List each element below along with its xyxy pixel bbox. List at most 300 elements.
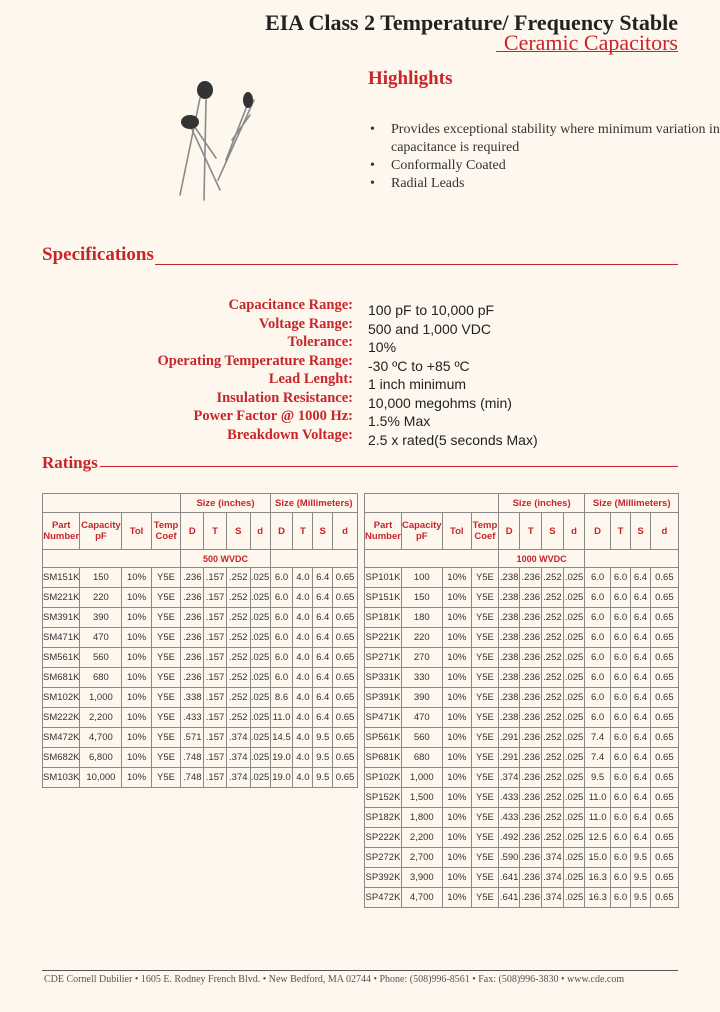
table-cell: SM103K bbox=[43, 768, 80, 788]
table-cell: SP101K bbox=[365, 568, 402, 588]
voltage-row bbox=[365, 550, 679, 568]
table-cell: 10% bbox=[122, 608, 151, 628]
table-cell: 6.4 bbox=[631, 648, 651, 668]
table-cell: 6.0 bbox=[610, 588, 630, 608]
table-cell: 100 bbox=[401, 568, 442, 588]
table-cell: .252 bbox=[542, 568, 564, 588]
table-cell: .025 bbox=[563, 628, 585, 648]
table-cell: .291 bbox=[498, 748, 520, 768]
voltage-spacer bbox=[270, 550, 357, 568]
table-cell: 11.0 bbox=[270, 708, 293, 728]
size-mm-header: Size (Millimeters) bbox=[270, 494, 357, 513]
footer-contact: CDE Cornell Dubilier • 1605 E. Rodney French Blvd. • New Bedford, MA 02744 • Phone: (508)996-8561 • Fax: (508)996-3830 • www.cde.com bbox=[44, 974, 625, 985]
table-cell: .025 bbox=[563, 688, 585, 708]
table-cell: .433 bbox=[498, 808, 520, 828]
table-cell: Y5E bbox=[472, 808, 499, 828]
table-row bbox=[43, 688, 358, 708]
table-row bbox=[365, 568, 679, 588]
table-cell: 6.4 bbox=[631, 588, 651, 608]
table-cell: 6.4 bbox=[631, 568, 651, 588]
header-text: Temp bbox=[472, 520, 498, 531]
table-cell: .025 bbox=[563, 728, 585, 748]
table-cell: 6.4 bbox=[631, 788, 651, 808]
spec-label: Operating Temperature Range: bbox=[157, 352, 353, 369]
table-row bbox=[365, 868, 679, 888]
spec-values bbox=[368, 301, 538, 449]
table-cell: Y5E bbox=[151, 688, 181, 708]
table-cell: 6.0 bbox=[270, 588, 293, 608]
table-cell: .374 bbox=[542, 868, 564, 888]
table-cell: 6.4 bbox=[313, 608, 333, 628]
table-cell: .748 bbox=[181, 748, 204, 768]
table-cell: .492 bbox=[498, 828, 520, 848]
table-cell: Y5E bbox=[472, 828, 499, 848]
table-cell: 6.0 bbox=[610, 628, 630, 648]
header-cell: D bbox=[585, 513, 610, 550]
table-cell: SP221K bbox=[365, 628, 402, 648]
header-text: Part bbox=[51, 520, 71, 531]
table-cell: SP561K bbox=[365, 728, 402, 748]
table-cell: 8.6 bbox=[270, 688, 293, 708]
table-cell: 9.5 bbox=[631, 888, 651, 908]
spec-value: 500 and 1,000 VDC bbox=[368, 320, 491, 337]
table-cell: 6.0 bbox=[585, 668, 610, 688]
table-cell: 0.65 bbox=[650, 668, 678, 688]
table-cell: .238 bbox=[498, 708, 520, 728]
table-cell: 680 bbox=[80, 668, 122, 688]
table-cell: 0.65 bbox=[650, 848, 678, 868]
table-cell: .025 bbox=[563, 788, 585, 808]
table-cell: 10% bbox=[442, 868, 471, 888]
table-cell: 6.0 bbox=[610, 608, 630, 628]
table-cell: Y5E bbox=[151, 628, 181, 648]
size-mm-header: Size (Millimeters) bbox=[585, 494, 679, 513]
table-cell: 0.65 bbox=[333, 768, 358, 788]
table-cell: .236 bbox=[520, 748, 542, 768]
spec-value: -30 ºC to +85 ºC bbox=[368, 357, 470, 374]
table-cell: 6.4 bbox=[313, 668, 333, 688]
header-row bbox=[365, 513, 679, 550]
table-cell: .590 bbox=[498, 848, 520, 868]
table-cell: SM681K bbox=[43, 668, 80, 688]
table-cell: 16.3 bbox=[585, 868, 610, 888]
spec-label: Insulation Resistance: bbox=[216, 389, 353, 406]
table-cell: 150 bbox=[401, 588, 442, 608]
table-cell: .252 bbox=[226, 628, 250, 648]
table-cell: .236 bbox=[520, 708, 542, 728]
table-cell: 9.5 bbox=[631, 868, 651, 888]
table-cell: 10% bbox=[122, 648, 151, 668]
table-cell: .641 bbox=[498, 888, 520, 908]
table-cell: 10% bbox=[122, 748, 151, 768]
header-text: Number bbox=[43, 531, 80, 542]
capacity-header bbox=[80, 513, 122, 550]
table-cell: 0.65 bbox=[650, 828, 678, 848]
table-row bbox=[365, 748, 679, 768]
header-cell: S bbox=[313, 513, 333, 550]
table-cell: 0.65 bbox=[650, 608, 678, 628]
table-cell: 0.65 bbox=[333, 728, 358, 748]
table-row bbox=[43, 608, 358, 628]
table-cell: 10% bbox=[442, 728, 471, 748]
table-cell: 10% bbox=[122, 728, 151, 748]
table-cell: Y5E bbox=[151, 668, 181, 688]
table-cell: 4.0 bbox=[293, 648, 313, 668]
table-cell: 7.4 bbox=[585, 748, 610, 768]
table-cell: 6.4 bbox=[631, 828, 651, 848]
table-cell: .025 bbox=[563, 828, 585, 848]
table-cell: 0.65 bbox=[333, 628, 358, 648]
ratings-heading: Ratings bbox=[42, 453, 98, 472]
table-cell: Y5E bbox=[151, 728, 181, 748]
table-cell: Y5E bbox=[151, 748, 181, 768]
header-row bbox=[365, 494, 679, 513]
table-cell: Y5E bbox=[151, 768, 181, 788]
highlights-heading: Highlights bbox=[368, 68, 453, 89]
table-cell: .238 bbox=[498, 668, 520, 688]
table-cell: Y5E bbox=[151, 608, 181, 628]
header-cell: D bbox=[498, 513, 520, 550]
specifications-divider bbox=[155, 264, 678, 265]
spec-label: Voltage Range: bbox=[258, 315, 353, 332]
table-cell: 4.0 bbox=[293, 568, 313, 588]
table-cell: 330 bbox=[401, 668, 442, 688]
header-cell: T bbox=[610, 513, 630, 550]
table-cell: .252 bbox=[542, 828, 564, 848]
table-row bbox=[365, 768, 679, 788]
header-cell: S bbox=[542, 513, 564, 550]
table-row bbox=[43, 748, 358, 768]
table-cell: SM561K bbox=[43, 648, 80, 668]
table-cell: .252 bbox=[226, 668, 250, 688]
voltage-spacer bbox=[585, 550, 679, 568]
table-cell: .252 bbox=[226, 688, 250, 708]
table-cell: .025 bbox=[563, 608, 585, 628]
list-item: • Provides exceptional stability where minimum variation in capacitance is required bbox=[370, 121, 720, 157]
spec-value: 1.5% Max bbox=[368, 413, 431, 429]
table-cell: .748 bbox=[181, 768, 204, 788]
table-cell: 4.0 bbox=[293, 608, 313, 628]
table-cell: 220 bbox=[80, 588, 122, 608]
table-cell: 6.0 bbox=[610, 668, 630, 688]
table-cell: .236 bbox=[181, 588, 204, 608]
header-cell: T bbox=[520, 513, 542, 550]
specifications-heading: Specifications bbox=[42, 244, 154, 265]
table-cell: SM221K bbox=[43, 588, 80, 608]
table-cell: Y5E bbox=[472, 728, 499, 748]
table-cell: 10,000 bbox=[80, 768, 122, 788]
table-cell: .157 bbox=[204, 608, 227, 628]
table-cell: .641 bbox=[498, 868, 520, 888]
table-cell: .236 bbox=[520, 568, 542, 588]
table-cell: 10% bbox=[442, 808, 471, 828]
table-cell: Y5E bbox=[472, 788, 499, 808]
table-cell: 12.5 bbox=[585, 828, 610, 848]
table-cell: 180 bbox=[401, 608, 442, 628]
table-cell: 4.0 bbox=[293, 748, 313, 768]
spec-value: 2.5 x rated(5 seconds Max) bbox=[368, 431, 538, 448]
table-cell: .236 bbox=[520, 848, 542, 868]
tolerance-header: Tol bbox=[122, 513, 151, 550]
table-cell: .236 bbox=[520, 648, 542, 668]
table-row bbox=[365, 608, 679, 628]
table-cell: Y5E bbox=[472, 868, 499, 888]
table-cell: .236 bbox=[520, 608, 542, 628]
header-cell bbox=[43, 494, 181, 513]
table-cell: .025 bbox=[563, 648, 585, 668]
table-cell: 6.4 bbox=[313, 708, 333, 728]
table-cell: .236 bbox=[181, 568, 204, 588]
table-cell: 10% bbox=[442, 608, 471, 628]
table-cell: SP271K bbox=[365, 648, 402, 668]
table-row bbox=[365, 828, 679, 848]
table-cell: 9.5 bbox=[313, 748, 333, 768]
table-cell: 6.0 bbox=[610, 888, 630, 908]
temp-coef-header bbox=[472, 513, 499, 550]
table-cell: Y5E bbox=[472, 568, 499, 588]
spec-value: 100 pF to 10,000 pF bbox=[368, 302, 495, 318]
table-cell: .236 bbox=[520, 768, 542, 788]
table-cell: .374 bbox=[226, 748, 250, 768]
voltage-label: 1000 WVDC bbox=[498, 550, 585, 568]
table-cell: .025 bbox=[250, 588, 270, 608]
table-cell: 4.0 bbox=[293, 688, 313, 708]
table-cell: 4.0 bbox=[293, 588, 313, 608]
table-cell: 10% bbox=[442, 708, 471, 728]
table-cell: .025 bbox=[250, 668, 270, 688]
table-cell: 0.65 bbox=[650, 648, 678, 668]
table-cell: 470 bbox=[80, 628, 122, 648]
table-cell: 10% bbox=[122, 588, 151, 608]
table-cell: 0.65 bbox=[333, 648, 358, 668]
table-row bbox=[365, 888, 679, 908]
table-cell: 6.0 bbox=[270, 608, 293, 628]
header-cell: S bbox=[226, 513, 250, 550]
table-cell: Y5E bbox=[472, 768, 499, 788]
table-cell: 6.0 bbox=[610, 768, 630, 788]
table-cell: 6.4 bbox=[631, 768, 651, 788]
table-cell: .252 bbox=[542, 648, 564, 668]
table-cell: 6.0 bbox=[610, 728, 630, 748]
table-cell: 6.0 bbox=[610, 648, 630, 668]
table-cell: .374 bbox=[226, 728, 250, 748]
table-row bbox=[365, 668, 679, 688]
table-cell: .236 bbox=[181, 628, 204, 648]
header-row bbox=[43, 494, 358, 513]
table-cell: .236 bbox=[181, 648, 204, 668]
header-cell: D bbox=[270, 513, 293, 550]
table-cell: .338 bbox=[181, 688, 204, 708]
table-cell: .236 bbox=[520, 868, 542, 888]
spec-labels bbox=[158, 296, 353, 444]
spec-label: Lead Lenght: bbox=[268, 371, 353, 387]
table-cell: SP272K bbox=[365, 848, 402, 868]
table-row bbox=[365, 628, 679, 648]
table-cell: .236 bbox=[520, 728, 542, 748]
table-cell: .252 bbox=[542, 628, 564, 648]
part-number-header bbox=[365, 513, 402, 550]
table-cell: 0.65 bbox=[650, 688, 678, 708]
voltage-spacer bbox=[365, 550, 499, 568]
table-cell: .238 bbox=[498, 568, 520, 588]
table-cell: .157 bbox=[204, 708, 227, 728]
table-cell: SP182K bbox=[365, 808, 402, 828]
table-cell: 10% bbox=[442, 588, 471, 608]
table-cell: 6.4 bbox=[631, 688, 651, 708]
table-cell: .374 bbox=[498, 768, 520, 788]
table-cell: 3,900 bbox=[401, 868, 442, 888]
table-cell: 6.4 bbox=[631, 708, 651, 728]
table-cell: 150 bbox=[80, 568, 122, 588]
table-cell: 2,700 bbox=[401, 848, 442, 868]
ratings-table-1000v bbox=[364, 493, 679, 908]
table-cell: .025 bbox=[250, 568, 270, 588]
table-cell: .157 bbox=[204, 748, 227, 768]
table-cell: 4.0 bbox=[293, 668, 313, 688]
table-cell: 6.4 bbox=[313, 648, 333, 668]
table-cell: 16.3 bbox=[585, 888, 610, 908]
table-row bbox=[43, 648, 358, 668]
table-cell: 0.65 bbox=[650, 568, 678, 588]
part-number-header bbox=[43, 513, 80, 550]
header-cell: D bbox=[181, 513, 204, 550]
table-cell: 6.0 bbox=[270, 648, 293, 668]
table-cell: 6.0 bbox=[585, 708, 610, 728]
table-cell: Y5E bbox=[151, 648, 181, 668]
table-cell: 0.65 bbox=[333, 688, 358, 708]
table-cell: Y5E bbox=[472, 608, 499, 628]
table-cell: SP391K bbox=[365, 688, 402, 708]
table-cell: 6,800 bbox=[80, 748, 122, 768]
table-row bbox=[365, 808, 679, 828]
table-cell: .236 bbox=[520, 808, 542, 828]
table-cell: .374 bbox=[226, 768, 250, 788]
table-cell: .157 bbox=[204, 588, 227, 608]
table-cell: .025 bbox=[250, 608, 270, 628]
table-cell: 4.0 bbox=[293, 728, 313, 748]
list-item: • Radial Leads bbox=[370, 175, 720, 193]
table-cell: .291 bbox=[498, 728, 520, 748]
table-cell: 0.65 bbox=[650, 868, 678, 888]
table-cell: 19.0 bbox=[270, 748, 293, 768]
table-row bbox=[365, 648, 679, 668]
table-cell: 1,800 bbox=[401, 808, 442, 828]
table-cell: SM222K bbox=[43, 708, 80, 728]
header-cell: T bbox=[293, 513, 313, 550]
table-cell: 6.0 bbox=[610, 748, 630, 768]
table-cell: 0.65 bbox=[333, 668, 358, 688]
header-text: Part bbox=[373, 520, 393, 531]
table-cell: 560 bbox=[80, 648, 122, 668]
table-cell: 4,700 bbox=[401, 888, 442, 908]
table-cell: 6.4 bbox=[631, 668, 651, 688]
table-body-1000v bbox=[365, 494, 679, 908]
table-cell: 0.65 bbox=[333, 708, 358, 728]
table-cell: 10% bbox=[442, 688, 471, 708]
header-cell: S bbox=[631, 513, 651, 550]
voltage-label: 500 WVDC bbox=[181, 550, 270, 568]
table-cell: SP102K bbox=[365, 768, 402, 788]
table-cell: 10% bbox=[122, 688, 151, 708]
table-cell: 6.4 bbox=[313, 588, 333, 608]
table-cell: Y5E bbox=[151, 588, 181, 608]
table-cell: Y5E bbox=[472, 708, 499, 728]
table-cell: 6.0 bbox=[585, 688, 610, 708]
table-cell: .157 bbox=[204, 668, 227, 688]
table-cell: Y5E bbox=[151, 568, 181, 588]
table-cell: 6.4 bbox=[631, 628, 651, 648]
table-cell: .025 bbox=[250, 728, 270, 748]
table-cell: Y5E bbox=[472, 688, 499, 708]
table-cell: 6.0 bbox=[270, 628, 293, 648]
table-cell: 4.0 bbox=[293, 628, 313, 648]
title-divider bbox=[496, 51, 678, 52]
table-cell: .236 bbox=[520, 788, 542, 808]
table-cell: 10% bbox=[122, 628, 151, 648]
table-cell: 0.65 bbox=[333, 568, 358, 588]
table-cell: .157 bbox=[204, 728, 227, 748]
table-cell: .252 bbox=[226, 608, 250, 628]
spec-label: Capacitance Range: bbox=[228, 297, 353, 313]
table-cell: 0.65 bbox=[650, 728, 678, 748]
table-cell: .025 bbox=[563, 708, 585, 728]
table-cell: 9.5 bbox=[631, 848, 651, 868]
table-cell: .252 bbox=[226, 588, 250, 608]
table-cell: 6.0 bbox=[585, 608, 610, 628]
table-cell: SP472K bbox=[365, 888, 402, 908]
header-text: Number bbox=[365, 531, 401, 542]
table-cell: 6.0 bbox=[270, 668, 293, 688]
table-body-500v bbox=[43, 494, 358, 788]
table-cell: .252 bbox=[226, 568, 250, 588]
table-cell: .252 bbox=[542, 808, 564, 828]
table-cell: 6.0 bbox=[585, 568, 610, 588]
table-cell: SP471K bbox=[365, 708, 402, 728]
table-cell: 1,000 bbox=[401, 768, 442, 788]
table-cell: .236 bbox=[520, 628, 542, 648]
table-cell: .236 bbox=[181, 608, 204, 628]
title-line-2: Ceramic Capacitors bbox=[503, 30, 678, 55]
table-cell: .571 bbox=[181, 728, 204, 748]
table-cell: .236 bbox=[520, 668, 542, 688]
header-text: Temp bbox=[153, 520, 179, 531]
table-cell: 6.0 bbox=[610, 688, 630, 708]
table-cell: SM471K bbox=[43, 628, 80, 648]
spec-value: 10% bbox=[368, 339, 397, 355]
table-cell: 10% bbox=[122, 708, 151, 728]
table-cell: SP151K bbox=[365, 588, 402, 608]
table-cell: 9.5 bbox=[313, 768, 333, 788]
table-cell: 0.65 bbox=[333, 588, 358, 608]
table-cell: .025 bbox=[563, 888, 585, 908]
table-row bbox=[365, 708, 679, 728]
header-text: pF bbox=[95, 531, 107, 542]
table-cell: .025 bbox=[250, 748, 270, 768]
table-row bbox=[43, 768, 358, 788]
table-cell: 390 bbox=[401, 688, 442, 708]
spec-value: 1 inch minimum bbox=[368, 376, 467, 392]
table-cell: .025 bbox=[563, 568, 585, 588]
table-cell: 10% bbox=[442, 668, 471, 688]
table-cell: .025 bbox=[250, 628, 270, 648]
table-cell: 0.65 bbox=[650, 708, 678, 728]
table-cell: .236 bbox=[520, 688, 542, 708]
table-cell: 6.4 bbox=[631, 748, 651, 768]
table-cell: 270 bbox=[401, 648, 442, 668]
table-cell: SM391K bbox=[43, 608, 80, 628]
table-cell: SP331K bbox=[365, 668, 402, 688]
table-cell: .025 bbox=[563, 848, 585, 868]
